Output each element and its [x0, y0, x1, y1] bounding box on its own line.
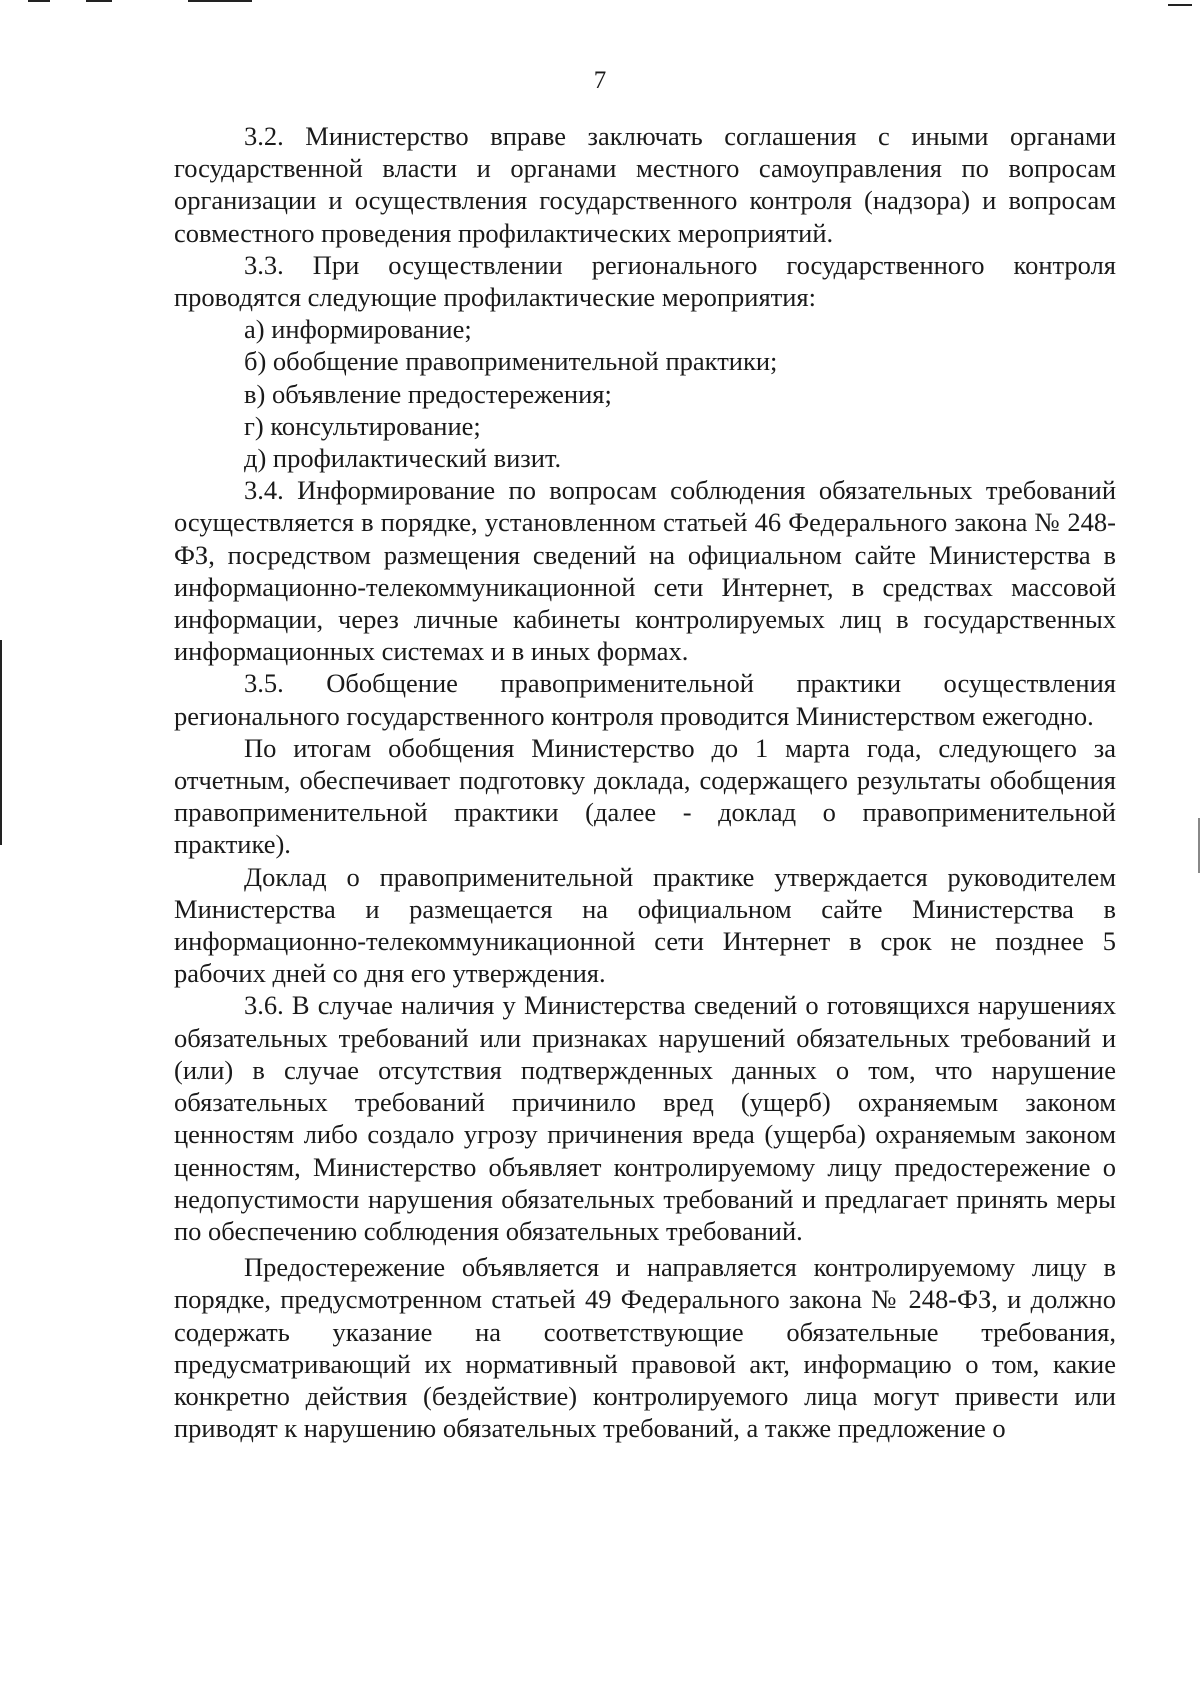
- scan-artifact-left-edge: [0, 640, 2, 845]
- paragraph-3-4: 3.4. Информирование по вопросам соблюдения обязательных требований осуществляется в порядке, установленном статьей 46 Федерального закона № 248-ФЗ, посредством размещения сведений на официальном сайте Министерства в информационно-телекоммуникационной сети Интернет, в средствах массовой информации, через личные кабинеты контролируемых лиц в государственных информационных системах и в иных формах.: [174, 475, 1116, 667]
- list-item-b: б) обобщение правоприменительной практики;: [244, 346, 778, 377]
- scan-artifact-top-right: [1168, 4, 1192, 6]
- paragraph-3-2: 3.2. Министерство вправе заключать соглашения с иными органами государственной власти и органами местного самоуправления по вопросам организации и осуществления государственного контроля (надзора) и вопросам совместного проведения профилактических мероприятий.: [174, 121, 1116, 248]
- scan-artifact-top-left: [28, 0, 50, 2]
- paragraph-3-5-report: По итогам обобщения Министерство до 1 марта года, следующего за отчетным, обеспечивает подготовку доклада, содержащего результаты обобщения правоприменительной практики (далее - доклад о правоприменительной практике).: [174, 732, 1116, 860]
- page-number: 7: [593, 67, 607, 94]
- paragraph-3-6-warning: Предостережение объявляется и направляется контролируемому лицу в порядке, предусмотренном статьей 49 Федерального закона № 248-ФЗ, и должно содержать указание на соответствующие обязательные требования, предусматривающий их нормативный правовой акт, информацию о том, какие конкретно действия (бездействие) контролируемого лица могут привести или приводят к нарушению обязательных требований, а также предложение о: [174, 1252, 1116, 1444]
- list-item-d: д) профилактический визит.: [244, 443, 562, 474]
- list-item-a: а) информирование;: [244, 314, 472, 345]
- paragraph-3-6: 3.6. В случае наличия у Министерства сведений о готовящихся нарушениях обязательных требований или признаках нарушений обязательных требований и (или) в случае отсутствия подтвержденных данных о том, что нарушение обязательных требований причинило вред (ущерб) охраняемым законом ценностям либо создало угрозу причинения вреда (ущерба) охраняемым законом ценностям, Министерство объявляет контролируемому лицу предостережение о недопустимости нарушения обязательных требований и предлагает принять меры по обеспечению соблюдения обязательных требований.: [174, 990, 1116, 1246]
- scan-artifact-top-left-2: [86, 0, 112, 2]
- scan-artifact-top-mid: [188, 0, 252, 2]
- paragraph-3-5-approval: Доклад о правоприменительной практике утверждается руководителем Министерства и размещается на официальном сайте Министерства в информационно-телекоммуникационной сети Интернет в срок не позднее 5 рабочих дней со дня его утверждения.: [174, 861, 1116, 989]
- list-item-g: г) консультирование;: [244, 410, 481, 441]
- paragraph-3-3: 3.3. При осуществлении регионального государственного контроля проводятся следующие профилактические мероприятия:: [174, 249, 1116, 313]
- document-body: [174, 120, 1116, 1444]
- list-item-v: в) объявление предостережения;: [244, 378, 612, 409]
- paragraph-3-5: 3.5. Обобщение правоприменительной практики осуществления регионального государственного контроля проводится Министерством ежегодно.: [174, 668, 1116, 731]
